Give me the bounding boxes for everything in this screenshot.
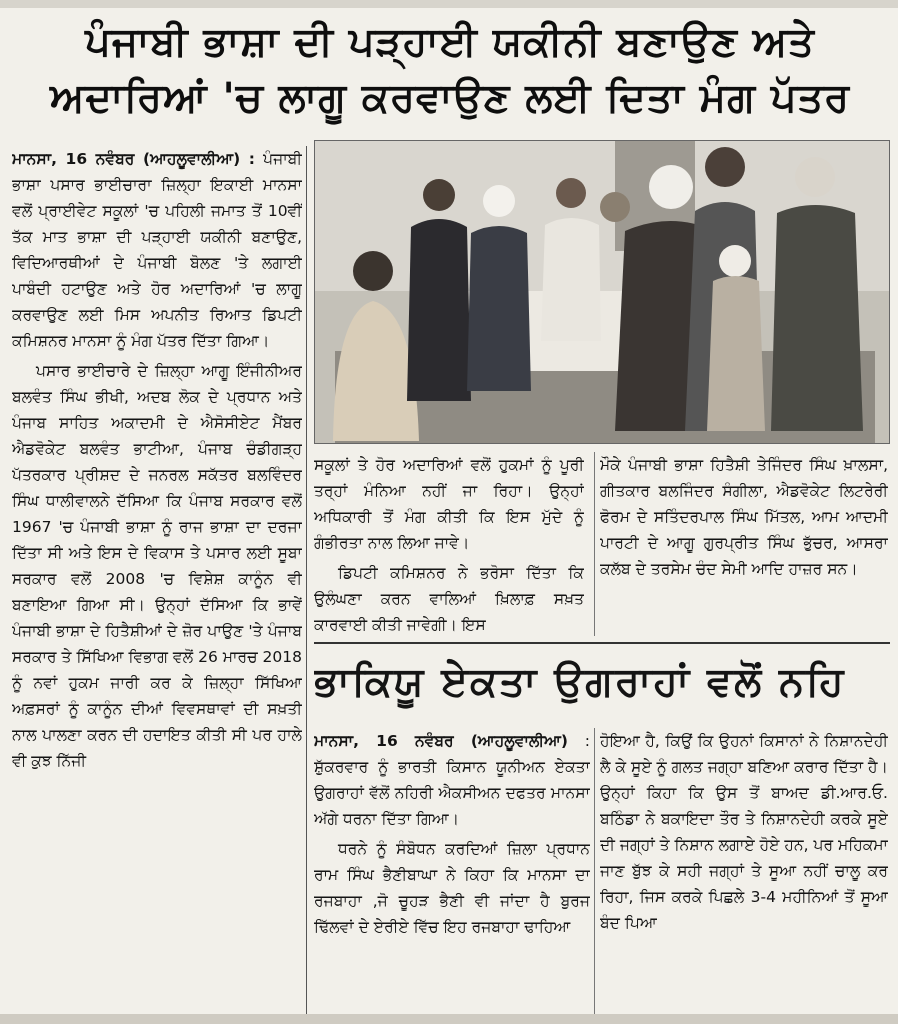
article-column-3 [600,452,888,636]
headline-line-1: ਪੰਜਾਬੀ ਭਾਸ਼ਾ ਦੀ ਪੜ੍ਹਾਈ ਯਕੀਨੀ ਬਣਾਉਣ ਅਤੇ [85,19,815,65]
column-divider [306,146,307,1014]
page-bottom-edge [0,1014,898,1024]
second-article-dateline: ਮਾਨਸਾ, 16 ਨਵੰਬਰ (ਆਹਲੂਵਾਲੀਆ) [314,732,569,750]
article-column-2 [314,452,584,636]
second-article-headline: ਭਾਕਿਯੂ ਏਕਤਾ ਉਗਰਾਹਾਂ ਵਲੋਂ ਨਹਿ [314,659,846,705]
article-dateline: ਮਾਨਸਾ, 16 ਨਵੰਬਰ (ਆਹਲੂਵਾਲੀਆ) : [12,150,255,168]
second-article-column-1 [314,728,590,1014]
second-article-paragraph-3: ਹੋਇਆ ਹੈ, ਕਿਉਂ ਕਿ ਉਹਨਾਂ ਕਿਸਾਨਾਂ ਨੇ ਨਿਸ਼ਾਨਦੇਹੀ ਲੈ ਕੇ ਸੂਏ ਨੂੰ ਗਲਤ ਜਗ੍ਹਾ ਬਣਿਆ ਕਰਾਰ ਦਿੱਤਾ ਹੈ। ਉਨ੍ਹਾਂ ਕਿਹਾ ਕਿ ਉਸ ਤੋਂ ਬਾਅਦ ਡੀ.ਆਰ.ਓ. ਬਠਿੰਡਾ ਨੇ ਬਕਾਇਦਾ ਤੌਰ ਤੇ ਨਿਸ਼ਾਨਦੇਹੀ ਕਰਕੇ ਸੂਏ ਦੀ ਜਗ੍ਹਾਂ ਤੇ ਨਿਸ਼ਾਨ ਲਗਾਏ ਹੋਏ ਹਨ, ਪਰ ਮਹਿਕਮਾ ਜਾਣ ਬੁੱਝ ਕੇ ਸਹੀ ਜਗ੍ਹਾਂ ਤੇ ਸੂਆ ਨਹੀਂ ਚਾਲੂ ਕਰ ਰਿਹਾ, ਜਿਸ ਕਰਕੇ ਪਿਛਲੇ 3-4 ਮਹੀਨਿਆਂ ਤੋਂ ਸੂਆ ਬੰਦ ਪਿਆ [600,732,888,932]
article-paragraph-5: ਮੌਕੇ ਪੰਜਾਬੀ ਭਾਸ਼ਾ ਹਿਤੈਸ਼ੀ ਤੇਜਿੰਦਰ ਸਿੰਘ ਖ਼ਾਲਸਾ, ਗੀਤਕਾਰ ਬਲਜਿੰਦਰ ਸੰਗੀਲਾ, ਐਡਵੋਕੇਟ ਲਿਟਰੇਰੀ ਫੋਰਮ ਦੇ ਸਤਿੰਦਰਪਾਲ ਸਿੰਘ ਮਿੱਤਲ, ਆਮ ਆਦਮੀ ਪਾਰਟੀ ਦੇ ਆਗੂ ਗੁਰਪ੍ਰੀਤ ਸਿੰਘ ਭੁੱਚਰ, ਆਸਰਾ ਕਲੱਬ ਦੇ ਤਰਸੇਮ ਚੰਦ ਸੇਮੀ ਆਦਿ ਹਾਜ਼ਰ ਸਨ। [600,456,888,578]
column-divider [594,728,595,1014]
article-paragraph-3: ਸਕੂਲਾਂ ਤੇ ਹੋਰ ਅਦਾਰਿਆਂ ਵਲੋਂ ਹੁਕਮਾਂ ਨੂੰ ਪੂਰੀ ਤਰ੍ਹਾਂ ਮੰਨਿਆ ਨਹੀਂ ਜਾ ਰਿਹਾ। ਉਨ੍ਹਾਂ ਅਧਿਕਾਰੀ ਤੋਂ ਮੰਗ ਕੀਤੀ ਕਿ ਇਸ ਮੁੱਦੇ ਨੂੰ ਗੰਭੀਰਤਾ ਨਾਲ ਲਿਆ ਜਾਵੇ। [314,456,584,552]
article-paragraph-2: ਪਸਾਰ ਭਾਈਚਾਰੇ ਦੇ ਜ਼ਿਲ੍ਹਾ ਆਗੂ ਇੰਜੀਨੀਅਰ ਬਲਵੰਤ ਸਿੰਘ ਭੀਖੀ, ਅਦਬ ਲੋਕ ਦੇ ਪ੍ਰਧਾਨ ਅਤੇ ਪੰਜਾਬ ਸਾਹਿਤ ਅਕਾਦਮੀ ਦੇ ਐਸੋਸੀਏਟ ਮੈਂਬਰ ਐਡਵੋਕੇਟ ਬਲਵੰਤ ਭਾਟੀਆ, ਪੰਜਾਬ ਚੰਡੀਗੜ੍ਹ ਪੱਤਰਕਾਰ ਪ੍ਰੀਸ਼ਦ ਦੇ ਜਨਰਲ ਸਕੱਤਰ ਬਲਵਿੰਦਰ ਸਿੰਘ ਧਾਲੀਵਾਲਨੇ ਦੱਸਿਆ ਕਿ ਪੰਜਾਬ ਸਰਕਾਰ ਵਲੋਂ 1967 'ਚ ਪੰਜਾਬੀ ਭਾਸ਼ਾ ਨੂੰ ਰਾਜ ਭਾਸ਼ਾ ਦਾ ਦਰਜਾ ਦਿੱਤਾ ਸੀ ਅਤੇ ਇਸ ਦੇ ਵਿਕਾਸ ਤੇ ਪਸਾਰ ਲਈ ਸੂਬਾ ਸਰਕਾਰ ਵਲੋਂ 2008 'ਚ ਵਿਸ਼ੇਸ਼ ਕਾਨੂੰਨ ਵੀ ਬਣਾਇਆ ਗਿਆ ਸੀ। ਉਨ੍ਹਾਂ ਦੱਸਿਆ ਕਿ ਭਾਵੇਂ ਪੰਜਾਬੀ ਭਾਸ਼ਾ ਦੇ ਹਿਤੈਸ਼ੀਆਂ ਦੇ ਜ਼ੋਰ ਪਾਉਣ 'ਤੇ ਪੰਜਾਬ ਸਰਕਾਰ ਤੇ ਸਿੱਖਿਆ ਵਿਭਾਗ ਵਲੋਂ 26 ਮਾਰਚ 2018 ਨੂੰ ਨਵਾਂ ਹੁਕਮ ਜਾਰੀ ਕਰ ਕੇ ਜ਼ਿਲ੍ਹਾ ਸਿੱਖਿਆ ਅਫ਼ਸਰਾਂ ਨੂੰ ਕਾਨੂੰਨ ਦੀਆਂ ਵਿਵਸਥਾਵਾਂ ਦੀ ਸਖ਼ਤੀ ਨਾਲ ਪਾਲਣਾ ਕਰਨ ਦੀ ਹਦਾਇਤ ਕੀਤੀ ਸੀ ਪਰ ਹਾਲੇ ਵੀ ਕੁਝ ਨਿੱਜੀ [12,362,302,770]
main-headline [20,14,880,126]
headline-line-2: ਅਦਾਰਿਆਂ 'ਚ ਲਾਗੂ ਕਰਵਾਉਣ ਲਈ ਦਿਤਾ ਮੰਗ ਪੱਤਰ [49,75,851,121]
photo-illustration [315,141,889,443]
second-article-paragraph-2: ਧਰਨੇ ਨੂੰ ਸੰਬੋਧਨ ਕਰਦਿਆਂ ਜ਼ਿਲਾ ਪ੍ਰਧਾਨ ਰਾਮ ਸਿੰਘ ਭੈਣੀਬਾਘਾ ਨੇ ਕਿਹਾ ਕਿ ਮਾਨਸਾ ਦਾ ਰਜਬਾਹਾ ,ਜੋ ਚੂਹੜ ਭੈਣੀ ਵੀ ਜਾਂਦਾ ਹੈ ਬੁਰਜ ਢਿੱਲਵਾਂ ਦੇ ਏਰੀਏ ਵਿੱਚ ਇਹ ਰਜਬਾਹਾ ਢਾਹਿਆ [314,840,590,936]
news-photo [314,140,890,444]
column-divider [594,452,595,636]
page-top-edge [0,0,898,8]
second-article-column-2 [600,728,888,1014]
article-paragraph-1: ਪੰਜਾਬੀ ਭਾਸ਼ਾ ਪਸਾਰ ਭਾਈਚਾਰਾ ਜ਼ਿਲ੍ਹਾ ਇਕਾਈ ਮਾਨਸਾ ਵਲੋਂ ਪ੍ਰਾਈਵੇਟ ਸਕੂਲਾਂ 'ਚ ਪਹਿਲੀ ਜਮਾਤ ਤੋਂ 10ਵੀਂ ਤੱਕ ਮਾਤ ਭਾਸ਼ਾ ਦੀ ਪੜ੍ਹਾਈ ਯਕੀਨੀ ਬਣਾਉਣ, ਵਿਦਿਆਰਥੀਆਂ ਦੇ ਪੰਜਾਬੀ ਬੋਲਣ 'ਤੇ ਲਗਾਈ ਪਾਬੰਦੀ ਹਟਾਉਣ ਅਤੇ ਹੋਰ ਅਦਾਰਿਆਂ 'ਚ ਲਾਗੂ ਕਰਵਾਉਣ ਲਈ ਮਿਸ ਅਪਨੀਤ ਰਿਆਤ ਡਿਪਟੀ ਕਮਿਸ਼ਨਰ ਮਾਨਸਾ ਨੂੰ ਮੰਗ ਪੱਤਰ ਦਿੱਤਾ ਗਿਆ। [12,150,302,350]
second-article-paragraph-1: : ਸ਼ੁੱਕਰਵਾਰ ਨੂੰ ਭਾਰਤੀ ਕਿਸਾਨ ਯੂਨੀਅਨ ਏਕਤਾ ਉਗਰਾਹਾਂ ਵੱਲੋਂ ਨਹਿਰੀ ਐਕਸੀਅਨ ਦਫਤਰ ਮਾਨਸਾ ਅੱਗੇ ਧਰਨਾ ਦਿੱਤਾ ਗਿਆ। [314,732,590,828]
article-paragraph-4: ਡਿਪਟੀ ਕਮਿਸ਼ਨਰ ਨੇ ਭਰੋਸਾ ਦਿੱਤਾ ਕਿ ਉਲੰਘਣਾ ਕਰਨ ਵਾਲਿਆਂ ਖ਼ਿਲਾਫ਼ ਸਖ਼ਤ ਕਾਰਵਾਈ ਕੀਤੀ ਜਾਵੇਗੀ। ਇਸ [314,564,584,634]
article-separator [314,642,890,644]
article-column-1 [12,146,302,1014]
